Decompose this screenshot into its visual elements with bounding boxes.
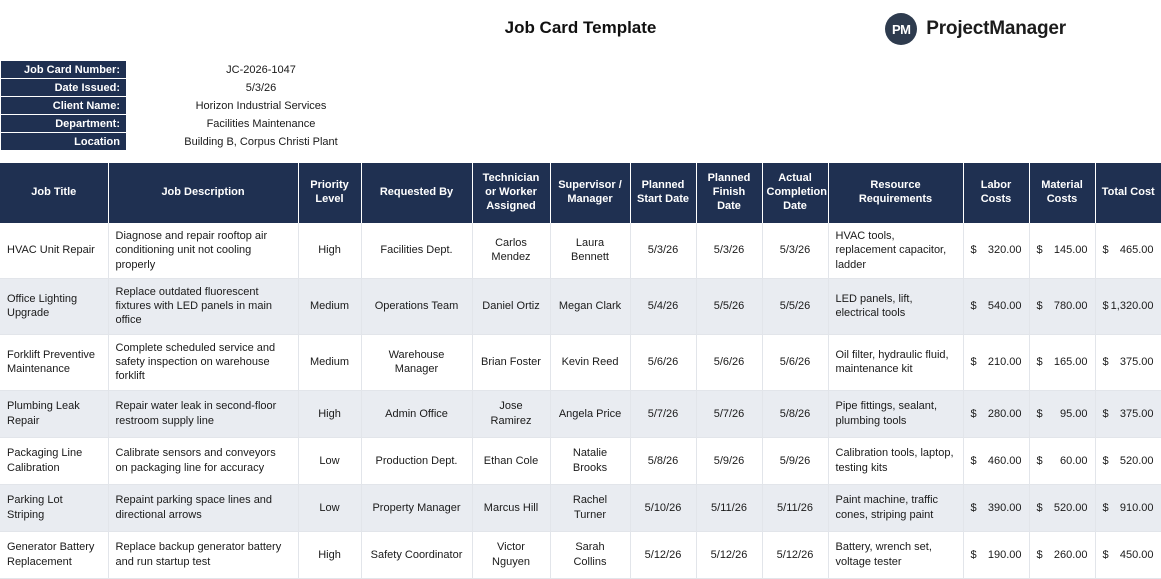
cell-labor-cost bbox=[963, 531, 1029, 578]
job-table-body bbox=[0, 223, 1161, 578]
cell-labor-cost bbox=[963, 437, 1029, 484]
column-header-labor-costs[interactable]: Labor Costs bbox=[963, 163, 1029, 223]
labor-cost-value: 190.00 bbox=[987, 548, 1022, 561]
cell-planned-start: 5/4/26 bbox=[630, 278, 696, 334]
cell-planned-start: 5/6/26 bbox=[630, 334, 696, 390]
job-table bbox=[0, 163, 1161, 579]
cell-technician: Daniel Ortiz bbox=[472, 278, 550, 334]
table-row[interactable] bbox=[0, 223, 1161, 278]
cell-technician: Ethan Cole bbox=[472, 437, 550, 484]
info-label-date-issued: Date Issued: bbox=[1, 79, 127, 97]
currency-symbol: $ bbox=[970, 548, 977, 561]
cell-actual-completion: 5/8/26 bbox=[762, 390, 828, 437]
currency-symbol: $ bbox=[1036, 356, 1043, 369]
cell-supervisor: Angela Price bbox=[550, 390, 630, 437]
cell-resources: LED panels, lift, electrical tools bbox=[828, 278, 963, 334]
currency-symbol: $ bbox=[970, 407, 977, 420]
currency-symbol: $ bbox=[1036, 454, 1043, 467]
cell-material-cost bbox=[1029, 390, 1095, 437]
cell-planned-finish: 5/9/26 bbox=[696, 437, 762, 484]
job-table-header-row bbox=[0, 163, 1161, 223]
cell-supervisor: Rachel Turner bbox=[550, 484, 630, 531]
cell-planned-finish: 5/6/26 bbox=[696, 334, 762, 390]
total-cost-value: 450.00 bbox=[1119, 548, 1154, 561]
cell-planned-finish: 5/11/26 bbox=[696, 484, 762, 531]
cell-planned-finish: 5/12/26 bbox=[696, 531, 762, 578]
cell-material-cost bbox=[1029, 484, 1095, 531]
cell-technician: Jose Ramirez bbox=[472, 390, 550, 437]
cell-total-cost bbox=[1095, 390, 1161, 437]
info-value-location[interactable]: Building B, Corpus Christi Plant bbox=[127, 133, 396, 151]
cell-material-cost bbox=[1029, 437, 1095, 484]
cell-requested-by: Operations Team bbox=[361, 278, 472, 334]
cell-total-cost bbox=[1095, 278, 1161, 334]
cell-material-cost bbox=[1029, 278, 1095, 334]
cell-planned-start: 5/12/26 bbox=[630, 531, 696, 578]
page-title: Job Card Template bbox=[504, 18, 657, 37]
info-label-location: Location bbox=[1, 133, 127, 151]
brand-logo bbox=[885, 13, 1066, 45]
cell-supervisor: Natalie Brooks bbox=[550, 437, 630, 484]
column-header-material-costs[interactable]: Material Costs bbox=[1029, 163, 1095, 223]
table-row[interactable] bbox=[0, 437, 1161, 484]
cell-resources: Paint machine, traffic cones, striping paint bbox=[828, 484, 963, 531]
cell-job-description: Repaint parking space lines and directional arrows bbox=[108, 484, 298, 531]
currency-symbol: $ bbox=[1102, 407, 1109, 420]
cell-requested-by: Production Dept. bbox=[361, 437, 472, 484]
table-row[interactable] bbox=[0, 484, 1161, 531]
job-table-head bbox=[0, 163, 1161, 223]
cell-job-description: Replace outdated fluorescent fixtures with LED panels in main office bbox=[108, 278, 298, 334]
cell-technician: Carlos Mendez bbox=[472, 223, 550, 278]
cell-labor-cost bbox=[963, 223, 1029, 278]
material-cost-value: 145.00 bbox=[1053, 244, 1088, 257]
cell-technician: Marcus Hill bbox=[472, 484, 550, 531]
column-header-technician-assigned[interactable]: Technician or Worker Assigned bbox=[472, 163, 550, 223]
currency-symbol: $ bbox=[970, 300, 977, 313]
currency-symbol: $ bbox=[1102, 300, 1109, 313]
material-cost-value: 165.00 bbox=[1053, 356, 1088, 369]
cell-labor-cost bbox=[963, 484, 1029, 531]
cell-supervisor: Laura Bennett bbox=[550, 223, 630, 278]
cell-material-cost bbox=[1029, 531, 1095, 578]
cell-requested-by: Property Manager bbox=[361, 484, 472, 531]
currency-symbol: $ bbox=[1102, 501, 1109, 514]
total-cost-value: 375.00 bbox=[1119, 407, 1154, 420]
total-cost-value: 1,320.00 bbox=[1110, 300, 1154, 313]
column-header-resource-requirements[interactable]: Resource Requirements bbox=[828, 163, 963, 223]
column-header-priority-level[interactable]: Priority Level bbox=[298, 163, 361, 223]
cell-job-title: Generator Battery Replacement bbox=[0, 531, 108, 578]
cell-job-title: HVAC Unit Repair bbox=[0, 223, 108, 278]
cell-actual-completion: 5/9/26 bbox=[762, 437, 828, 484]
cell-priority: Medium bbox=[298, 334, 361, 390]
cell-requested-by: Safety Coordinator bbox=[361, 531, 472, 578]
table-row[interactable] bbox=[0, 390, 1161, 437]
currency-symbol: $ bbox=[1102, 356, 1109, 369]
material-cost-value: 780.00 bbox=[1053, 300, 1088, 313]
currency-symbol: $ bbox=[1036, 501, 1043, 514]
job-card-info-table bbox=[0, 60, 396, 151]
cell-total-cost bbox=[1095, 334, 1161, 390]
cell-priority: Medium bbox=[298, 278, 361, 334]
cell-resources: Battery, wrench set, voltage tester bbox=[828, 531, 963, 578]
column-header-job-title[interactable]: Job Title bbox=[0, 163, 108, 223]
cell-actual-completion: 5/5/26 bbox=[762, 278, 828, 334]
column-header-planned-finish-date[interactable]: Planned Finish Date bbox=[696, 163, 762, 223]
info-value-client-name[interactable]: Horizon Industrial Services bbox=[127, 97, 396, 115]
total-cost-value: 910.00 bbox=[1119, 501, 1154, 514]
info-row bbox=[1, 133, 396, 151]
cell-labor-cost bbox=[963, 334, 1029, 390]
cell-material-cost bbox=[1029, 223, 1095, 278]
cell-resources: Calibration tools, laptop, testing kits bbox=[828, 437, 963, 484]
cell-actual-completion: 5/12/26 bbox=[762, 531, 828, 578]
cell-planned-finish: 5/5/26 bbox=[696, 278, 762, 334]
material-cost-value: 520.00 bbox=[1053, 501, 1088, 514]
cell-job-title: Office Lighting Upgrade bbox=[0, 278, 108, 334]
cell-labor-cost bbox=[963, 390, 1029, 437]
column-header-planned-start-date[interactable]: Planned Start Date bbox=[630, 163, 696, 223]
projectmanager-logo-icon: PM bbox=[885, 13, 917, 45]
info-row bbox=[1, 61, 396, 79]
cell-job-description: Complete scheduled service and safety inspection on warehouse forklift bbox=[108, 334, 298, 390]
column-header-supervisor-manager[interactable]: Supervisor / Manager bbox=[550, 163, 630, 223]
cell-priority: High bbox=[298, 223, 361, 278]
cell-job-title: Parking Lot Striping bbox=[0, 484, 108, 531]
cell-actual-completion: 5/3/26 bbox=[762, 223, 828, 278]
currency-symbol: $ bbox=[970, 356, 977, 369]
labor-cost-value: 540.00 bbox=[987, 300, 1022, 313]
cell-job-title: Plumbing Leak Repair bbox=[0, 390, 108, 437]
cell-job-title: Forklift Preventive Maintenance bbox=[0, 334, 108, 390]
column-header-total-cost[interactable]: Total Cost bbox=[1095, 163, 1161, 223]
info-row bbox=[1, 79, 396, 97]
cell-job-description: Diagnose and repair rooftop air conditioning unit not cooling properly bbox=[108, 223, 298, 278]
material-cost-value: 95.00 bbox=[1059, 407, 1088, 420]
cell-labor-cost bbox=[963, 278, 1029, 334]
currency-symbol: $ bbox=[1036, 407, 1043, 420]
cell-technician: Brian Foster bbox=[472, 334, 550, 390]
info-table-body bbox=[1, 61, 396, 151]
info-row bbox=[1, 97, 396, 115]
cell-job-title: Packaging Line Calibration bbox=[0, 437, 108, 484]
currency-symbol: $ bbox=[970, 501, 977, 514]
currency-symbol: $ bbox=[1036, 548, 1043, 561]
cell-actual-completion: 5/6/26 bbox=[762, 334, 828, 390]
info-value-job-card-number[interactable]: JC-2026-1047 bbox=[127, 61, 396, 79]
total-cost-value: 375.00 bbox=[1119, 356, 1154, 369]
cell-requested-by: Warehouse Manager bbox=[361, 334, 472, 390]
cell-priority: Low bbox=[298, 437, 361, 484]
cell-requested-by: Admin Office bbox=[361, 390, 472, 437]
cell-material-cost bbox=[1029, 334, 1095, 390]
cell-supervisor: Kevin Reed bbox=[550, 334, 630, 390]
info-value-date-issued[interactable]: 5/3/26 bbox=[127, 79, 396, 97]
currency-symbol: $ bbox=[970, 244, 977, 257]
table-row[interactable] bbox=[0, 334, 1161, 390]
cell-planned-start: 5/3/26 bbox=[630, 223, 696, 278]
labor-cost-value: 460.00 bbox=[987, 454, 1022, 467]
cell-actual-completion: 5/11/26 bbox=[762, 484, 828, 531]
info-row bbox=[1, 115, 396, 133]
cell-total-cost bbox=[1095, 437, 1161, 484]
cell-supervisor: Sarah Collins bbox=[550, 531, 630, 578]
cell-planned-finish: 5/7/26 bbox=[696, 390, 762, 437]
cell-requested-by: Facilities Dept. bbox=[361, 223, 472, 278]
labor-cost-value: 210.00 bbox=[987, 356, 1022, 369]
column-header-actual-completion-date[interactable]: Actual Completion Date bbox=[762, 163, 828, 223]
cell-priority: Low bbox=[298, 484, 361, 531]
table-row[interactable] bbox=[0, 531, 1161, 578]
cell-technician: Victor Nguyen bbox=[472, 531, 550, 578]
info-value-department[interactable]: Facilities Maintenance bbox=[127, 115, 396, 133]
cell-total-cost bbox=[1095, 484, 1161, 531]
job-table-container bbox=[0, 163, 1161, 579]
cell-job-description: Replace backup generator battery and run startup test bbox=[108, 531, 298, 578]
cell-priority: High bbox=[298, 390, 361, 437]
cell-planned-start: 5/7/26 bbox=[630, 390, 696, 437]
currency-symbol: $ bbox=[1036, 244, 1043, 257]
currency-symbol: $ bbox=[1102, 244, 1109, 257]
currency-symbol: $ bbox=[970, 454, 977, 467]
column-header-requested-by[interactable]: Requested By bbox=[361, 163, 472, 223]
currency-symbol: $ bbox=[1102, 548, 1109, 561]
labor-cost-value: 390.00 bbox=[987, 501, 1022, 514]
cell-resources: HVAC tools, replacement capacitor, ladder bbox=[828, 223, 963, 278]
page-header bbox=[0, 0, 1161, 58]
cell-resources: Pipe fittings, sealant, plumbing tools bbox=[828, 390, 963, 437]
cell-planned-finish: 5/3/26 bbox=[696, 223, 762, 278]
cell-total-cost bbox=[1095, 223, 1161, 278]
info-label-client-name: Client Name: bbox=[1, 97, 127, 115]
cell-supervisor: Megan Clark bbox=[550, 278, 630, 334]
labor-cost-value: 320.00 bbox=[987, 244, 1022, 257]
column-header-job-description[interactable]: Job Description bbox=[108, 163, 298, 223]
material-cost-value: 60.00 bbox=[1059, 454, 1088, 467]
cell-total-cost bbox=[1095, 531, 1161, 578]
total-cost-value: 520.00 bbox=[1119, 454, 1154, 467]
info-label-department: Department: bbox=[1, 115, 127, 133]
cell-resources: Oil filter, hydraulic fluid, maintenance kit bbox=[828, 334, 963, 390]
total-cost-value: 465.00 bbox=[1119, 244, 1154, 257]
cell-job-description: Repair water leak in second-floor restroom supply line bbox=[108, 390, 298, 437]
labor-cost-value: 280.00 bbox=[987, 407, 1022, 420]
brand-name: ProjectManager bbox=[926, 18, 1066, 39]
cell-priority: High bbox=[298, 531, 361, 578]
currency-symbol: $ bbox=[1036, 300, 1043, 313]
currency-symbol: $ bbox=[1102, 454, 1109, 467]
cell-planned-start: 5/10/26 bbox=[630, 484, 696, 531]
table-row[interactable] bbox=[0, 278, 1161, 334]
material-cost-value: 260.00 bbox=[1053, 548, 1088, 561]
cell-job-description: Calibrate sensors and conveyors on packaging line for accuracy bbox=[108, 437, 298, 484]
cell-planned-start: 5/8/26 bbox=[630, 437, 696, 484]
info-label-job-card-number: Job Card Number: bbox=[1, 61, 127, 79]
